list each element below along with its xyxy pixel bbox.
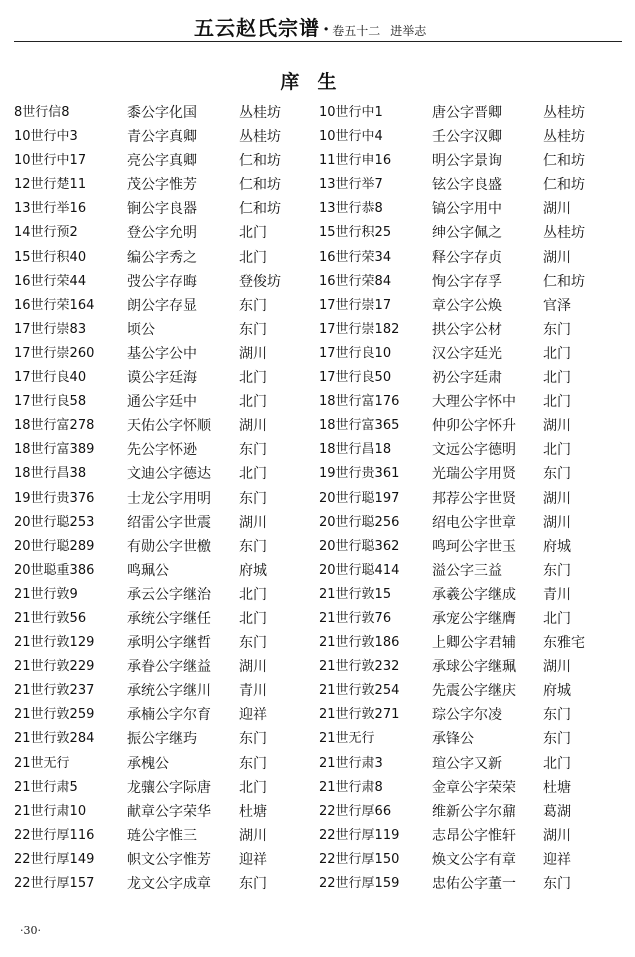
right-generation-cell: 20世行聪362 [319, 538, 400, 554]
right-name-cell: 维新公字尔鼐 [432, 803, 516, 820]
right-name-cell: 恂公字存孚 [432, 273, 502, 290]
right-place-cell: 葛湖 [543, 803, 571, 820]
right-name-cell: 上卿公字君辅 [432, 635, 516, 652]
table-row [0, 656, 635, 680]
left-place-cell: 迎祥 [239, 707, 267, 724]
left-place-cell: 登俊坊 [239, 273, 281, 290]
right-place-cell: 湖川 [543, 418, 571, 435]
right-name-cell: 金章公字荣荣 [432, 779, 516, 796]
right-name-cell: 鸣珂公字世玉 [432, 538, 516, 555]
right-name-cell: 邦荐公字世贤 [432, 490, 516, 507]
right-place-cell: 青川 [543, 586, 571, 603]
right-place-cell: 湖川 [543, 659, 571, 676]
right-place-cell: 仁和坊 [543, 153, 585, 170]
left-generation-cell: 17世行崇260 [14, 345, 95, 361]
right-name-cell: 释公字存贞 [432, 249, 502, 266]
table-row [0, 198, 635, 222]
left-name-cell: 登公字允明 [127, 225, 197, 242]
right-generation-cell: 13世行举7 [319, 177, 383, 193]
left-generation-cell: 21世行敦237 [14, 683, 95, 699]
table-row [0, 753, 635, 777]
right-place-cell: 府城 [543, 683, 571, 700]
right-place-cell: 湖川 [543, 490, 571, 507]
roster-list [0, 102, 635, 897]
table-row [0, 873, 635, 897]
left-generation-cell: 21世行肃5 [14, 779, 78, 795]
left-name-cell: 通公字廷中 [127, 394, 197, 411]
right-name-cell: 铉公字良盛 [432, 177, 502, 194]
table-row [0, 560, 635, 584]
right-name-cell: 章公字公焕 [432, 297, 502, 314]
left-name-cell: 文迪公字德达 [127, 466, 211, 483]
right-name-cell: 承羲公字继成 [432, 586, 516, 603]
right-name-cell: 承宠公字继膺 [432, 610, 516, 627]
left-name-cell: 承云公字继治 [127, 586, 211, 603]
table-row [0, 247, 635, 271]
left-generation-cell: 22世行厚149 [14, 851, 95, 867]
left-place-cell: 东门 [239, 755, 267, 772]
left-place-cell: 杜塘 [239, 803, 267, 820]
right-generation-cell: 21世行敦186 [319, 635, 400, 651]
left-generation-cell: 18世行富278 [14, 418, 95, 434]
left-name-cell: 绍雷公字世震 [127, 514, 211, 531]
right-name-cell: 先震公字继庆 [432, 683, 516, 700]
left-place-cell: 湖川 [239, 345, 267, 362]
right-place-cell: 东雅宅 [543, 635, 585, 652]
book-title: 五云赵氏宗谱 [194, 16, 320, 40]
right-generation-cell: 21世行敦254 [319, 683, 400, 699]
right-place-cell: 东门 [543, 321, 571, 338]
right-generation-cell: 18世行富176 [319, 394, 400, 410]
right-name-cell: 瑄公字又新 [432, 755, 502, 772]
right-name-cell: 琮公字尔凌 [432, 707, 502, 724]
table-row [0, 632, 635, 656]
right-place-cell: 北门 [543, 610, 571, 627]
left-generation-cell: 8世行信8 [14, 105, 70, 120]
right-generation-cell: 16世行荣34 [319, 249, 392, 265]
left-name-cell: 献章公字荣华 [127, 803, 211, 820]
right-name-cell: 镐公字用中 [432, 201, 502, 218]
left-generation-cell: 21世行敦9 [14, 586, 78, 602]
left-place-cell: 东门 [239, 876, 267, 892]
left-generation-cell: 15世行积40 [14, 249, 87, 265]
right-name-cell: 溢公字三益 [432, 562, 502, 579]
left-generation-cell: 21世行敦129 [14, 635, 95, 651]
right-place-cell: 迎祥 [543, 851, 571, 868]
left-generation-cell: 21世行敦259 [14, 707, 95, 723]
left-name-cell: 承眷公字继益 [127, 659, 211, 676]
right-generation-cell: 22世行厚150 [319, 851, 400, 867]
right-place-cell: 东门 [543, 562, 571, 579]
left-name-cell: 琏公字惟三 [127, 827, 197, 844]
chapter-label: 进举志 [390, 24, 427, 38]
right-place-cell: 杜塘 [543, 779, 571, 796]
right-place-cell: 北门 [543, 755, 571, 772]
table-row [0, 343, 635, 367]
left-place-cell: 东门 [239, 731, 267, 748]
right-place-cell: 仁和坊 [543, 273, 585, 290]
left-place-cell: 东门 [239, 635, 267, 652]
table-row [0, 150, 635, 174]
page-header [14, 8, 622, 42]
table-row [0, 584, 635, 608]
table-row [0, 295, 635, 319]
left-place-cell: 丛桂坊 [239, 129, 281, 146]
left-place-cell: 北门 [239, 586, 267, 603]
left-place-cell: 东门 [239, 297, 267, 314]
left-generation-cell: 17世行崇83 [14, 321, 87, 337]
left-place-cell: 东门 [239, 321, 267, 338]
table-row [0, 680, 635, 704]
right-generation-cell: 19世行贵361 [319, 466, 400, 482]
left-generation-cell: 12世行楚11 [14, 177, 87, 193]
right-name-cell: 光瑞公字用贤 [432, 466, 516, 483]
right-generation-cell: 21世行敦76 [319, 610, 392, 626]
table-row [0, 801, 635, 825]
table-row [0, 319, 635, 343]
right-place-cell: 东门 [543, 731, 571, 748]
left-place-cell: 东门 [239, 490, 267, 507]
right-name-cell: 绅公字佩之 [432, 225, 502, 242]
table-row [0, 439, 635, 463]
left-place-cell: 东门 [239, 538, 267, 555]
right-place-cell: 湖川 [543, 514, 571, 531]
page-number: ·30· [20, 924, 41, 937]
right-place-cell: 北门 [543, 370, 571, 387]
left-place-cell: 北门 [239, 394, 267, 411]
right-place-cell: 湖川 [543, 827, 571, 844]
left-generation-cell: 22世行厚116 [14, 827, 95, 843]
left-generation-cell: 10世行中17 [14, 153, 87, 169]
right-generation-cell: 21世无行 [319, 731, 375, 747]
left-generation-cell: 20世行聪289 [14, 538, 95, 554]
left-place-cell: 北门 [239, 249, 267, 266]
right-name-cell: 壬公字汉卿 [432, 129, 502, 146]
right-place-cell: 府城 [543, 538, 571, 555]
left-generation-cell: 16世行荣44 [14, 273, 87, 289]
left-generation-cell: 21世行敦229 [14, 659, 95, 675]
left-generation-cell: 21世行敦56 [14, 610, 87, 626]
left-generation-cell: 17世行良40 [14, 370, 87, 386]
left-name-cell: 青公字真卿 [127, 129, 197, 146]
table-row [0, 704, 635, 728]
table-row [0, 777, 635, 801]
left-place-cell: 仁和坊 [239, 201, 281, 218]
right-generation-cell: 20世行聪197 [319, 490, 400, 506]
right-generation-cell: 17世行崇17 [319, 297, 392, 313]
right-name-cell: 忠佑公字董一 [432, 876, 516, 892]
left-place-cell: 仁和坊 [239, 177, 281, 194]
right-name-cell: 仲卯公字怀升 [432, 418, 516, 435]
left-generation-cell: 19世行贵376 [14, 490, 95, 506]
right-generation-cell: 10世行中4 [319, 129, 383, 145]
table-row [0, 728, 635, 752]
left-generation-cell: 10世行中3 [14, 129, 78, 145]
right-generation-cell: 11世行申16 [319, 153, 392, 169]
left-generation-cell: 21世无行 [14, 755, 70, 771]
left-name-cell: 先公字怀逊 [127, 442, 197, 459]
table-row [0, 102, 635, 126]
right-place-cell: 东门 [543, 876, 571, 892]
right-place-cell: 湖川 [543, 201, 571, 218]
left-name-cell: 锏公字良器 [127, 201, 197, 218]
right-place-cell: 北门 [543, 394, 571, 411]
right-generation-cell: 22世行厚66 [319, 803, 392, 819]
left-name-cell: 承明公字继哲 [127, 635, 211, 652]
table-row [0, 367, 635, 391]
left-name-cell: 黍公字化国 [127, 105, 197, 121]
right-place-cell: 仁和坊 [543, 177, 585, 194]
left-name-cell: 朗公字存显 [127, 297, 197, 314]
left-place-cell: 北门 [239, 610, 267, 627]
header-text [194, 12, 426, 41]
left-name-cell: 龙文公字成章 [127, 876, 211, 892]
right-name-cell: 承锋公 [432, 731, 474, 748]
left-place-cell: 迎祥 [239, 851, 267, 868]
left-generation-cell: 21世行肃10 [14, 803, 87, 819]
left-place-cell: 府城 [239, 562, 267, 579]
left-name-cell: 振公字继玙 [127, 731, 197, 748]
left-place-cell: 北门 [239, 779, 267, 796]
left-place-cell: 湖川 [239, 659, 267, 676]
left-generation-cell: 14世行预2 [14, 225, 78, 241]
right-generation-cell: 17世行崇182 [319, 321, 400, 337]
left-generation-cell: 22世行厚157 [14, 876, 95, 891]
left-name-cell: 茂公字惟芳 [127, 177, 197, 194]
right-place-cell: 官泽 [543, 297, 571, 314]
left-generation-cell: 20世聪重386 [14, 562, 95, 578]
right-name-cell: 礽公字廷肃 [432, 370, 502, 387]
right-name-cell: 唐公字晋卿 [432, 105, 502, 121]
right-generation-cell: 16世行荣84 [319, 273, 392, 289]
right-name-cell: 拱公字公材 [432, 321, 502, 338]
left-name-cell: 编公字秀之 [127, 249, 197, 266]
table-row [0, 174, 635, 198]
left-name-cell: 龙骧公字际唐 [127, 779, 211, 796]
left-place-cell: 北门 [239, 466, 267, 483]
left-name-cell: 弢公字存晦 [127, 273, 197, 290]
header-separator: · [323, 19, 330, 40]
right-generation-cell: 20世行聪256 [319, 514, 400, 530]
left-place-cell: 北门 [239, 225, 267, 242]
left-name-cell: 谟公字廷海 [127, 370, 197, 387]
right-generation-cell: 17世行良10 [319, 345, 392, 361]
left-place-cell: 北门 [239, 370, 267, 387]
right-generation-cell: 15世行积25 [319, 225, 392, 241]
right-generation-cell: 21世行敦232 [319, 659, 400, 675]
table-row [0, 536, 635, 560]
left-place-cell: 丛桂坊 [239, 105, 281, 121]
left-name-cell: 顷公 [127, 321, 155, 338]
right-place-cell: 丛桂坊 [543, 105, 585, 121]
left-generation-cell: 18世行富389 [14, 442, 95, 458]
right-place-cell: 北门 [543, 345, 571, 362]
right-generation-cell: 21世行敦15 [319, 586, 392, 602]
right-generation-cell: 18世行昌18 [319, 442, 392, 458]
table-row [0, 488, 635, 512]
right-generation-cell: 22世行厚159 [319, 876, 400, 891]
table-row [0, 126, 635, 150]
left-name-cell: 承统公字继川 [127, 683, 211, 700]
right-generation-cell: 18世行富365 [319, 418, 400, 434]
left-name-cell: 承楠公字尔育 [127, 707, 211, 724]
left-place-cell: 青川 [239, 683, 267, 700]
right-name-cell: 焕文公字有章 [432, 851, 516, 868]
right-place-cell: 东门 [543, 466, 571, 483]
left-name-cell: 承统公字继任 [127, 610, 211, 627]
left-name-cell: 士龙公字用明 [127, 490, 211, 507]
right-generation-cell: 22世行厚119 [319, 827, 400, 843]
right-generation-cell: 21世行敦271 [319, 707, 400, 723]
table-row [0, 463, 635, 487]
left-place-cell: 湖川 [239, 418, 267, 435]
table-row [0, 271, 635, 295]
right-name-cell: 绍电公字世章 [432, 514, 516, 531]
right-place-cell: 丛桂坊 [543, 225, 585, 242]
volume-label: 卷五十二 [332, 24, 381, 38]
right-generation-cell: 21世行肃8 [319, 779, 383, 795]
table-row [0, 222, 635, 246]
table-row [0, 608, 635, 632]
left-generation-cell: 20世行聪253 [14, 514, 95, 530]
table-row [0, 512, 635, 536]
right-generation-cell: 17世行良50 [319, 370, 392, 386]
right-name-cell: 明公字景询 [432, 153, 502, 170]
right-place-cell: 东门 [543, 707, 571, 724]
left-name-cell: 天佑公字怀顺 [127, 418, 211, 435]
right-generation-cell: 21世行肃3 [319, 755, 383, 771]
left-name-cell: 承槐公 [127, 755, 169, 772]
right-name-cell: 汉公字廷光 [432, 345, 502, 362]
right-name-cell: 大理公字怀中 [432, 394, 516, 411]
right-place-cell: 湖川 [543, 249, 571, 266]
right-name-cell: 承球公字继珮 [432, 659, 516, 676]
right-generation-cell: 13世行恭8 [319, 201, 383, 217]
right-name-cell: 文远公字德明 [432, 442, 516, 459]
left-name-cell: 基公字公中 [127, 345, 197, 362]
left-generation-cell: 13世行举16 [14, 201, 87, 217]
right-place-cell: 北门 [543, 442, 571, 459]
table-row [0, 415, 635, 439]
table-row [0, 825, 635, 849]
left-name-cell: 帜文公字惟芳 [127, 851, 211, 868]
right-place-cell: 丛桂坊 [543, 129, 585, 146]
right-name-cell: 志昂公字惟轩 [432, 827, 516, 844]
right-generation-cell: 10世行中1 [319, 105, 383, 120]
left-generation-cell: 18世行昌38 [14, 466, 87, 482]
section-title: 庠生 [280, 71, 355, 93]
left-generation-cell: 16世行荣164 [14, 297, 95, 313]
left-place-cell: 湖川 [239, 827, 267, 844]
left-place-cell: 湖川 [239, 514, 267, 531]
table-row [0, 849, 635, 873]
left-name-cell: 亮公字真卿 [127, 153, 197, 170]
left-generation-cell: 21世行敦284 [14, 731, 95, 747]
right-generation-cell: 20世行聪414 [319, 562, 400, 578]
left-generation-cell: 17世行良58 [14, 394, 87, 410]
left-place-cell: 仁和坊 [239, 153, 281, 170]
left-place-cell: 东门 [239, 442, 267, 459]
left-name-cell: 有勋公字世檄 [127, 538, 211, 555]
left-name-cell: 鸣珮公 [127, 562, 169, 579]
table-row [0, 391, 635, 415]
